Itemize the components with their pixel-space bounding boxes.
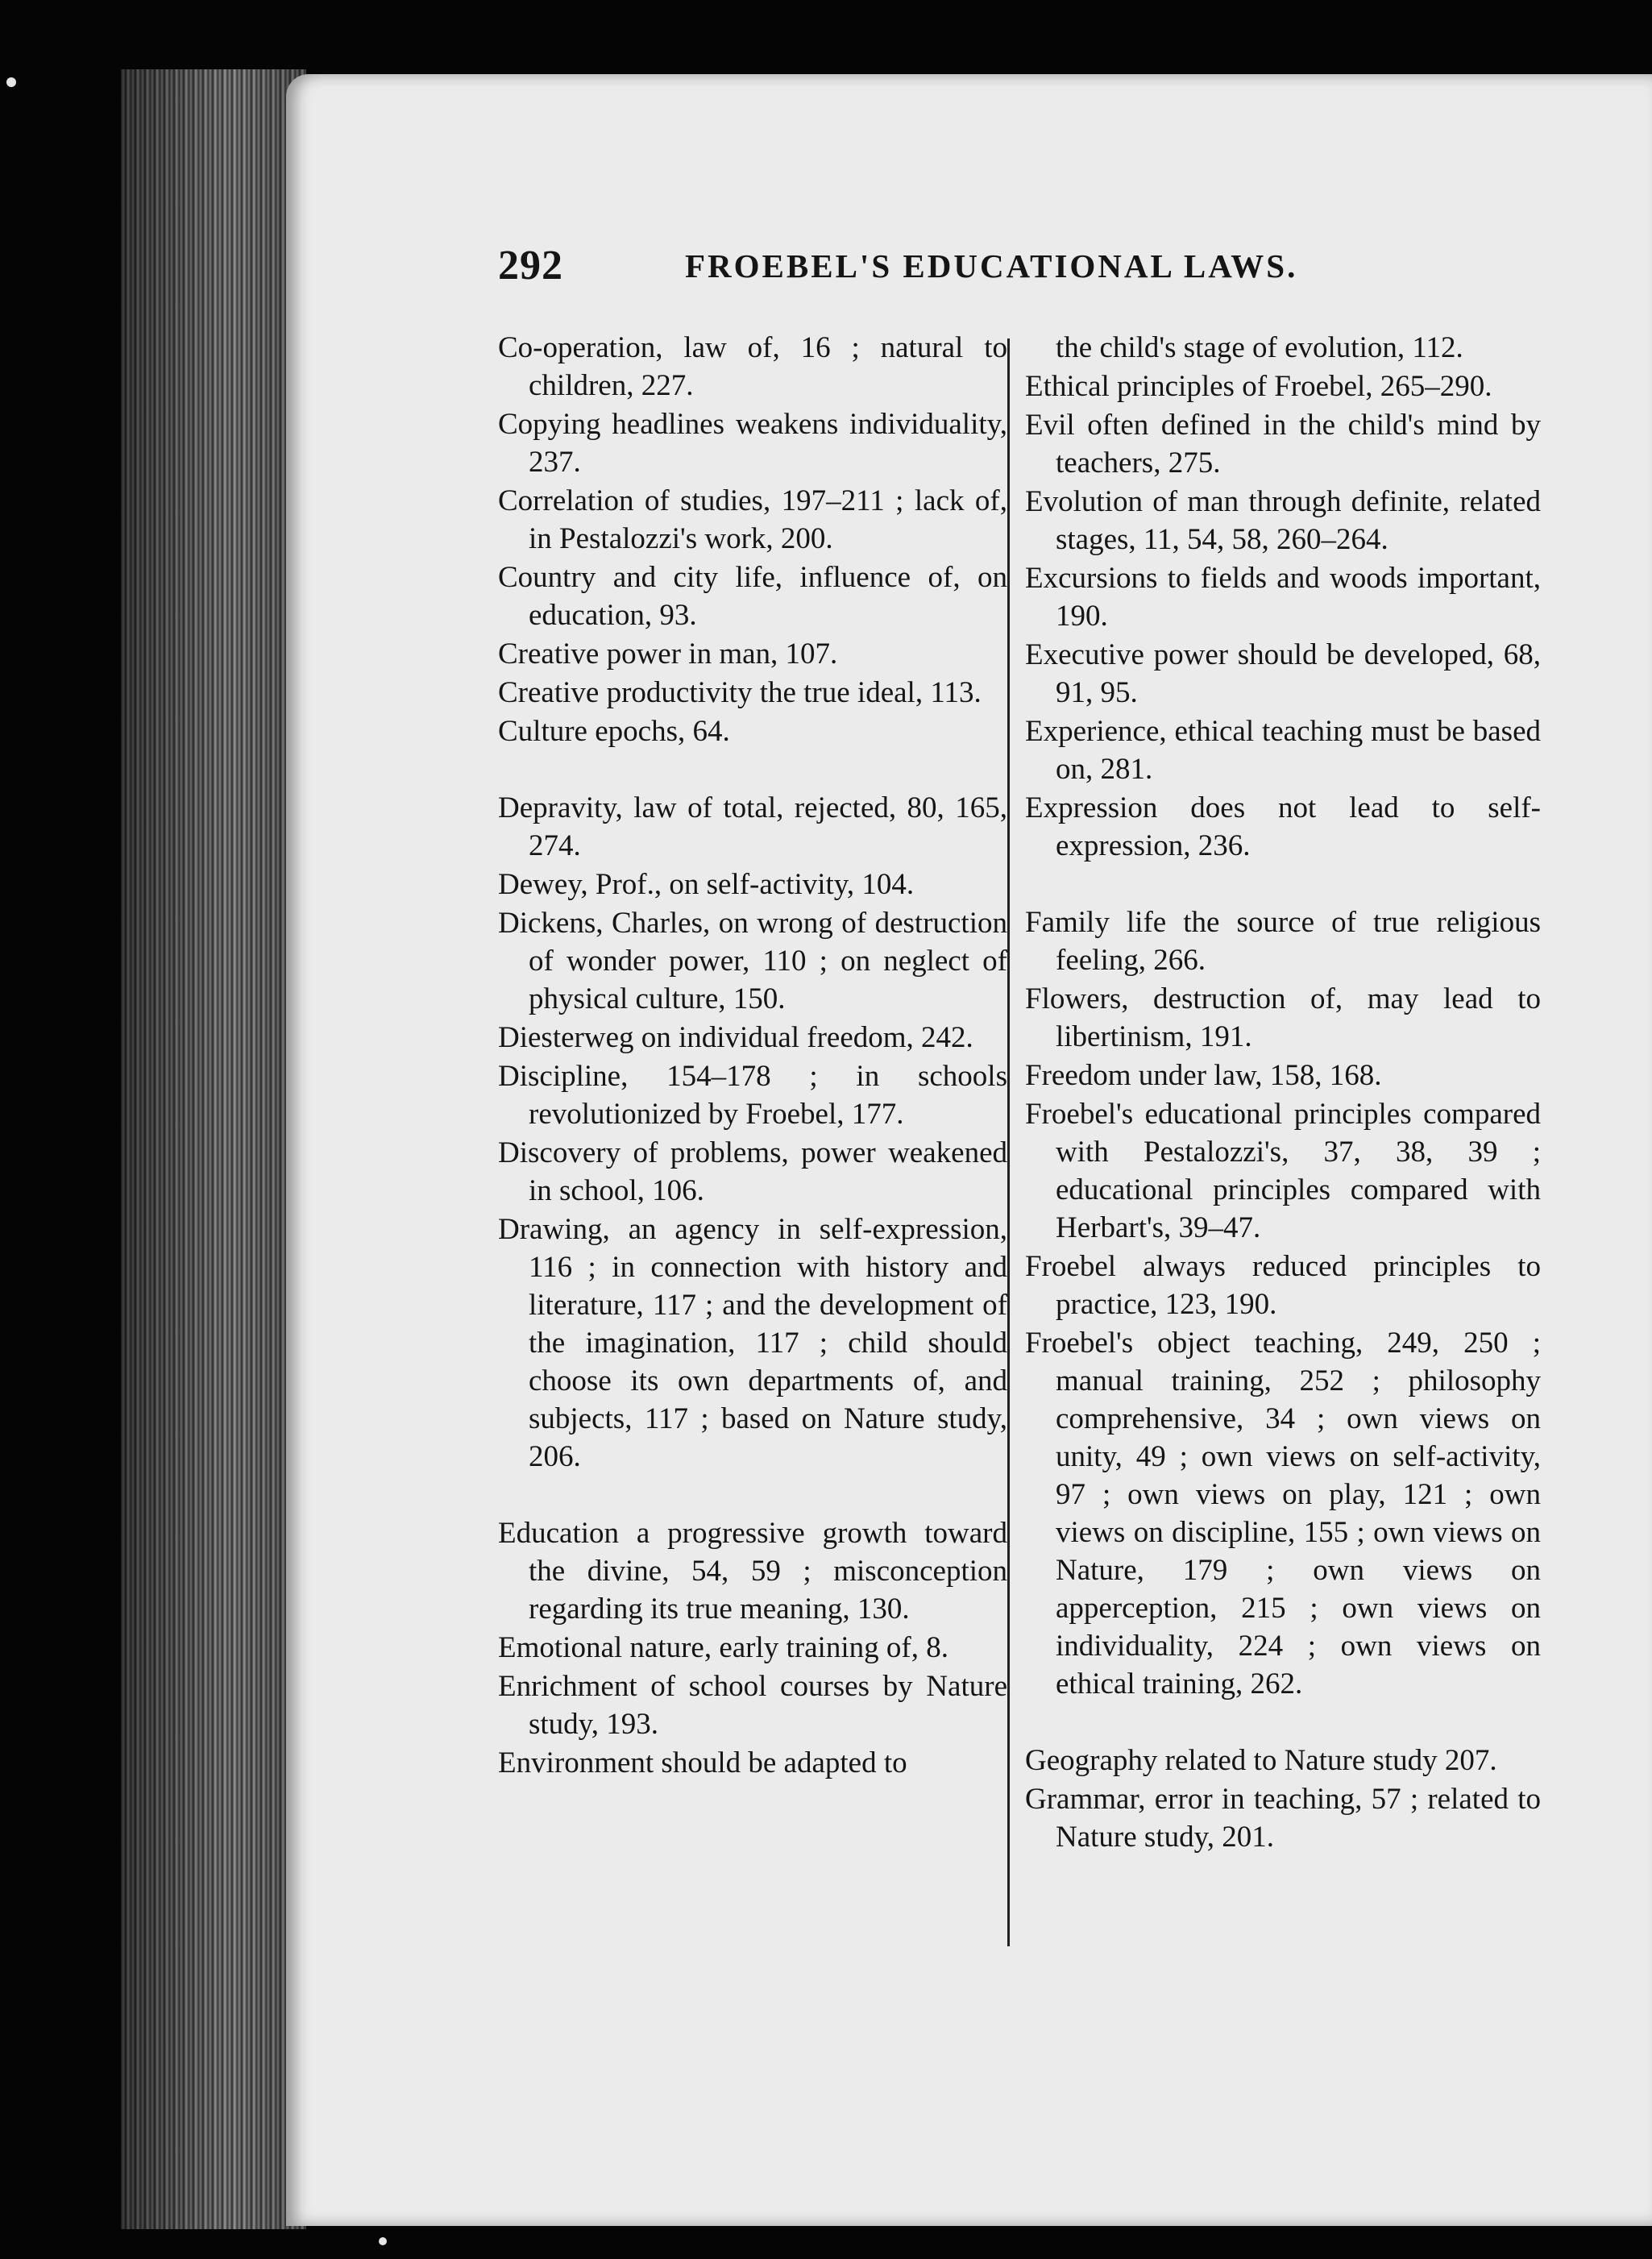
index-entry: Education a progressive growth toward the divine, 54, 59 ; misconception regarding its true meaning, 130. bbox=[498, 1517, 1007, 1626]
index-entry: Froebel's educational principles compared with Pestalozzi's, 37, 38, 39 ; educational principles compared with Herbart's, 39–47. bbox=[1025, 1098, 1541, 1244]
column-divider bbox=[1007, 338, 1010, 1946]
index-entry: Flowers, destruction of, may lead to libertinism, 191. bbox=[1025, 982, 1541, 1053]
page-number: 292 bbox=[498, 243, 563, 289]
index-column-right bbox=[1025, 329, 1541, 1857]
spine-shadow bbox=[121, 69, 306, 2229]
section-gap bbox=[498, 751, 1007, 789]
index-entry: Enrichment of school courses by Nature study, 193. bbox=[498, 1670, 1007, 1741]
index-entry: Excursions to fields and woods important, 190. bbox=[1025, 562, 1541, 633]
index-entry: Depravity, law of total, rejected, 80, 165, 274. bbox=[498, 791, 1007, 862]
index-entry: Experience, ethical teaching must be based on, 281. bbox=[1025, 715, 1541, 786]
index-entry: Discipline, 154–178 ; in schools revolutionized by Froebel, 177. bbox=[498, 1060, 1007, 1131]
index-entry: Environment should be adapted to bbox=[498, 1746, 907, 1779]
index-entry: Ethical principles of Froebel, 265–290. bbox=[1025, 370, 1492, 403]
index-entry: Evolution of man through definite, related stages, 11, 54, 58, 260–264. bbox=[1025, 485, 1541, 556]
index-entry: Dewey, Prof., on self-activity, 104. bbox=[498, 868, 915, 901]
index-entry: Diesterweg on individual freedom, 242. bbox=[498, 1021, 973, 1054]
index-entry: Emotional nature, early training of, 8. bbox=[498, 1631, 948, 1664]
index-entry: Froebel always reduced principles to practice, 123, 190. bbox=[1025, 1250, 1541, 1321]
index-column-left bbox=[498, 329, 1007, 1783]
index-entry-continued: the child's stage of evolution, 112. bbox=[1056, 331, 1463, 364]
index-entry: Discovery of problems, power weakened in school, 106. bbox=[498, 1136, 1007, 1207]
index-entry: Executive power should be developed, 68, 91, 95. bbox=[1025, 638, 1541, 709]
index-entry: Evil often defined in the child's mind by teachers, 275. bbox=[1025, 409, 1541, 480]
index-entry: Froebel's object teaching, 249, 250 ; manual training, 252 ; philosophy comprehensive, 34 ; own views on unity, 49 ; own views on self-activity, 97 ; own views on play, 121 ; own views on discipline, 155 ; own views on Nature, 179 ; own views on apperception, 215 ; own views on individuality, 224 ; own views on ethical training, 262. bbox=[1025, 1327, 1541, 1700]
running-head: FROEBEL'S EDUCATIONAL LAWS. bbox=[685, 247, 1298, 284]
index-entry: Copying headlines weakens individuality, 237. bbox=[498, 408, 1007, 479]
index-entry: Creative productivity the true ideal, 113. bbox=[498, 676, 982, 709]
index-entry: Dickens, Charles, on wrong of destruction of wonder power, 110 ; on neglect of physical culture, 150. bbox=[498, 907, 1007, 1015]
index-entry: Drawing, an agency in self-expression, 116 ; in connection with history and literature, 117 ; and the development of the imagination, 117 ; child should choose its own departments of, and subjects, 117 ; based on Nature study, 206. bbox=[498, 1213, 1007, 1473]
index-entry: Country and city life, influence of, on education, 93. bbox=[498, 561, 1007, 632]
index-entry: Culture epochs, 64. bbox=[498, 715, 730, 748]
page-header bbox=[498, 242, 1328, 306]
section-gap bbox=[1025, 866, 1541, 903]
index-entry: Co-operation, law of, 16 ; natural to children, 227. bbox=[498, 331, 1007, 402]
section-gap bbox=[498, 1476, 1007, 1514]
index-entry: Correlation of studies, 197–211 ; lack of, in Pestalozzi's work, 200. bbox=[498, 484, 1007, 555]
index-entry: Freedom under law, 158, 168. bbox=[1025, 1059, 1382, 1092]
scan-speck bbox=[379, 2237, 387, 2245]
section-gap bbox=[1025, 1704, 1541, 1742]
index-entry: Family life the source of true religious feeling, 266. bbox=[1025, 906, 1541, 977]
index-entry: Geography related to Nature study 207. bbox=[1025, 1744, 1497, 1777]
index-entry: Creative power in man, 107. bbox=[498, 637, 838, 671]
scan-speck bbox=[6, 77, 16, 87]
index-entry: Expression does not lead to self-expression, 236. bbox=[1025, 791, 1541, 862]
index-entry: Grammar, error in teaching, 57 ; related to Nature study, 201. bbox=[1025, 1783, 1541, 1854]
